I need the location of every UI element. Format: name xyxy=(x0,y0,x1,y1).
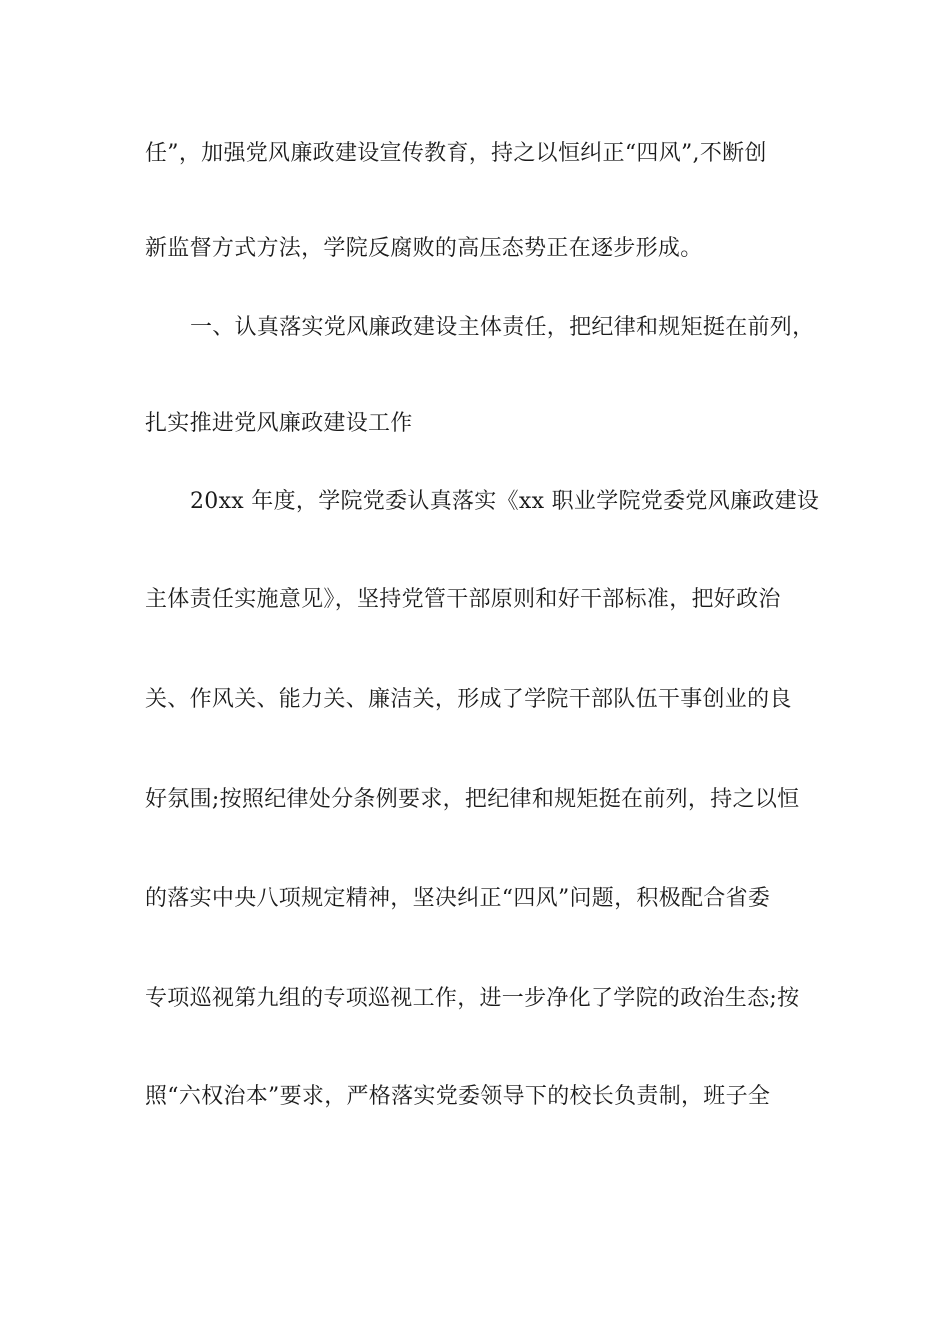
section-heading-line: 扎实推进党风廉政建设工作 xyxy=(145,411,413,436)
paragraph-line: 的落实中央八项规定精神，坚决纠正“四风”问题，积极配合省委 xyxy=(145,886,771,911)
paragraph-line: 主体责任实施意见》，坚持党管干部原则和好干部标准，把好政治 xyxy=(145,587,781,612)
paragraph-line: 20xx 年度，学院党委认真落实《xx 职业学院党委党风廉政建设 xyxy=(190,489,820,514)
paragraph-line: 好氛围;按照纪律处分条例要求，把纪律和规矩挺在前列，持之以恒 xyxy=(145,787,800,812)
paragraph-line: 任”，加强党风廉政建设宣传教育，持之以恒纠正“四风”,不断创 xyxy=(145,141,767,166)
paragraph-line: 专项巡视第九组的专项巡视工作，进一步净化了学院的政治生态;按 xyxy=(145,986,800,1011)
paragraph-line: 照“六权治本”要求，严格落实党委领导下的校长负责制，班子全 xyxy=(145,1084,771,1109)
paragraph-line: 新监督方式方法，学院反腐败的高压态势正在逐步形成。 xyxy=(145,236,703,261)
paragraph-line: 关、作风关、能力关、廉洁关，形成了学院干部队伍干事创业的良 xyxy=(145,687,792,712)
section-heading-line: 一、认真落实党风廉政建设主体责任，把纪律和规矩挺在前列， xyxy=(190,315,815,340)
